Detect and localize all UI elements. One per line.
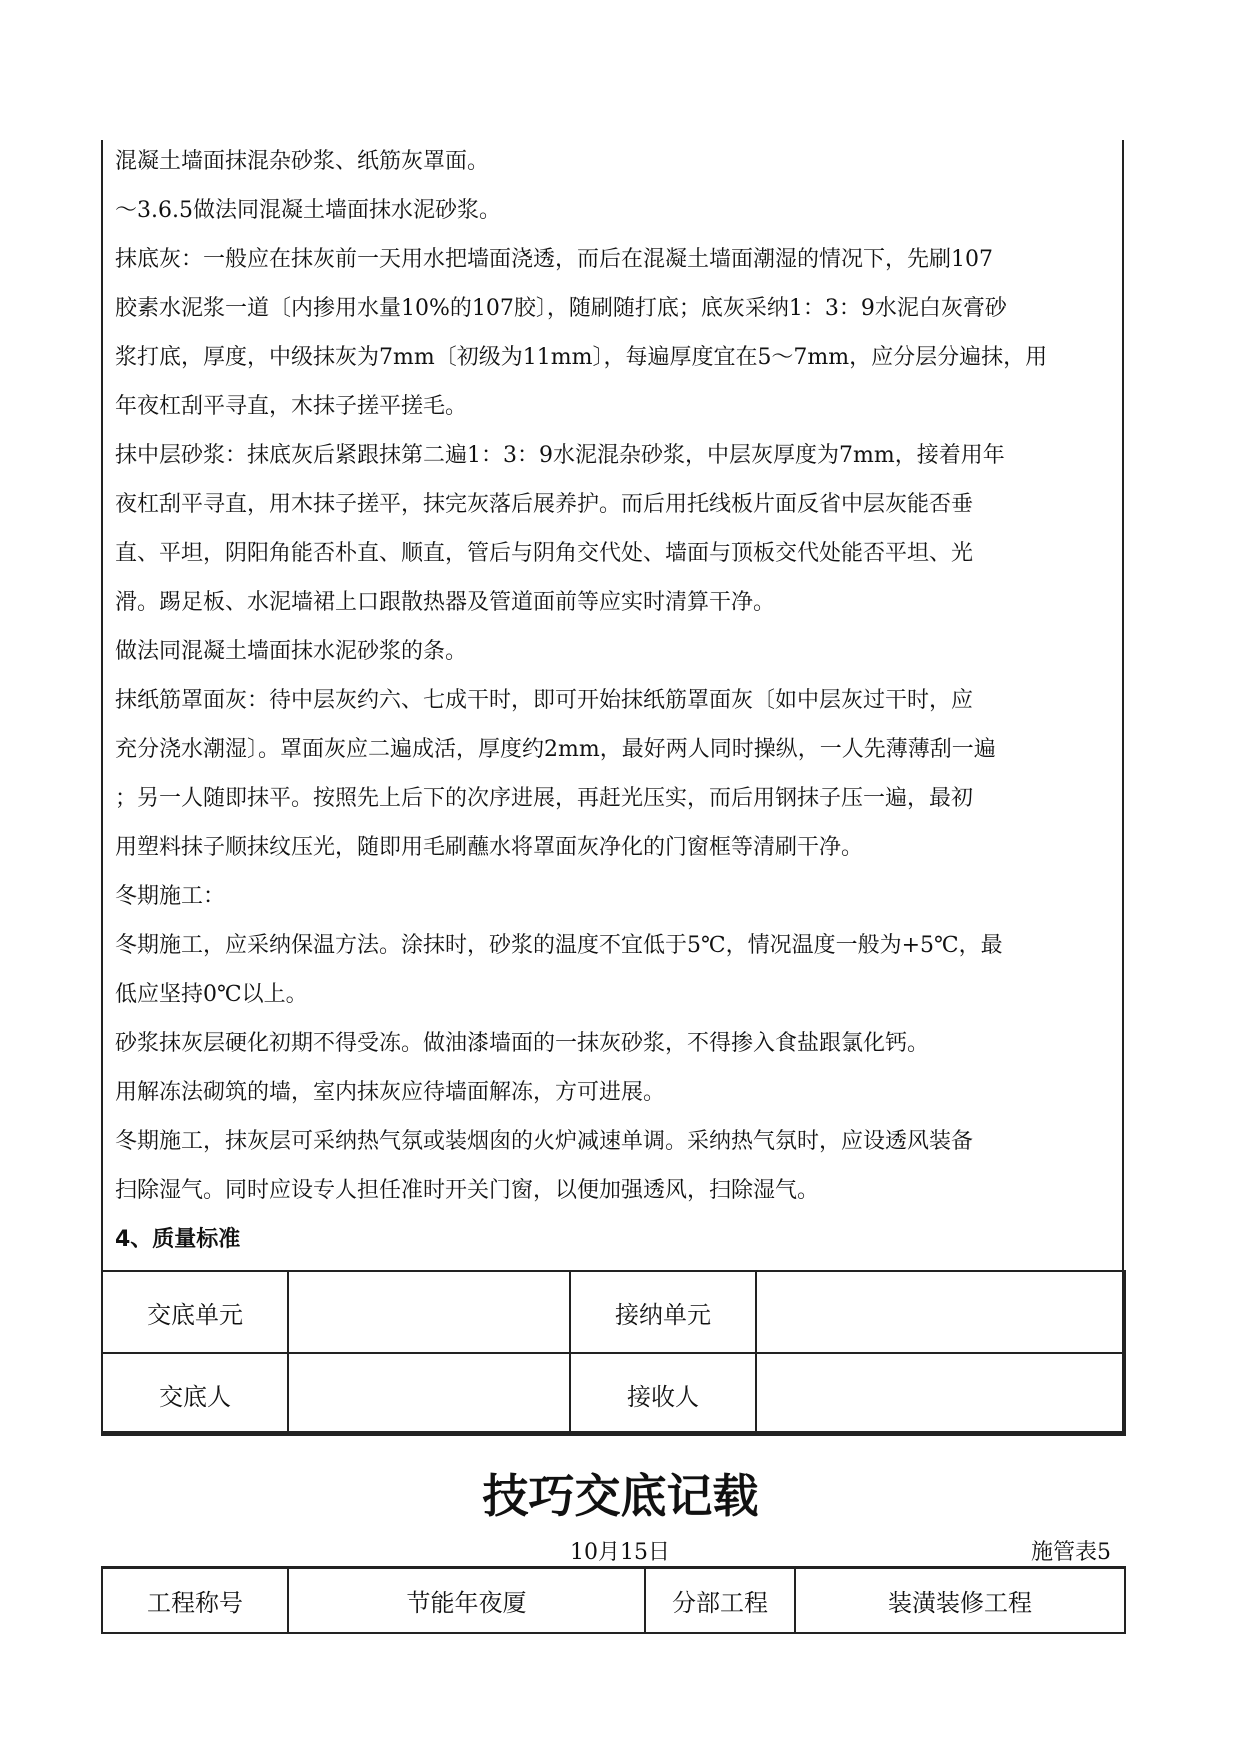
receiver-label: 接收人 xyxy=(570,1353,756,1435)
text-line: 抹中层砂浆：抹底灰后紧跟抹第二遍1：3：9水泥混杂砂浆，中层灰厚度为7mm，接着用年 xyxy=(115,443,1005,468)
paragraph xyxy=(115,1019,1110,1068)
paragraph xyxy=(115,235,1110,431)
paragraph xyxy=(115,186,1110,235)
paragraph xyxy=(115,627,1110,676)
paragraph xyxy=(115,921,1110,1019)
project-name-value: 节能年夜厦 xyxy=(288,1568,645,1634)
text-line: 用解冻法砌筑的墙，室内抹灰应待墙面解冻，方可进展。 xyxy=(115,1080,666,1105)
text-line: 用塑料抹子顺抹纹压光，随即用毛刷蘸水将罩面灰净化的门窗框等清刷干净。 xyxy=(115,835,864,860)
text-line: 扫除湿气。同时应设专人担任准时开关门窗，以便加强透风，扫除湿气。 xyxy=(115,1178,820,1203)
text-line: 冬期施工，抹灰层可采纳热气氛或装烟囱的火炉减速单调。采纳热气氛时，应设透风装备 xyxy=(115,1129,974,1154)
signature-table xyxy=(101,1270,1126,1436)
text-line: 抹纸筋罩面灰：待中层灰约六、七成干时，即可开始抹纸筋罩面灰〔如中层灰过干时，应 xyxy=(115,688,974,713)
text-line: 滑。踢足板、水泥墙裙上口跟散热器及管道面前等应实时清算干净。 xyxy=(115,590,776,615)
paragraph xyxy=(115,872,1110,921)
project-name-label: 工程称号 xyxy=(102,1568,288,1634)
text-line: 胶素水泥浆一道〔内掺用水量10%的107胶〕，随刷随打底；底灰采纳1：3：9水泥白灰膏砂 xyxy=(115,296,1007,321)
subproject-label: 分部工程 xyxy=(645,1568,795,1634)
paragraph xyxy=(115,1117,1110,1215)
text-line: 混凝土墙面抹混杂砂浆、纸筋灰罩面。 xyxy=(115,149,490,174)
text-line: 浆打底，厚度，中级抹灰为7mm〔初级为11mm〕，每遍厚度宜在5～7mm，应分层分遍抹，用 xyxy=(115,345,1048,370)
subproject-value: 装潢装修工程 xyxy=(795,1568,1125,1634)
paragraph xyxy=(115,431,1110,627)
text-line: 做法同混凝土墙面抹水泥砂浆的条。 xyxy=(115,639,468,664)
document-date: 10月15日 xyxy=(570,1540,670,1565)
text-line: 冬期施工，应采纳保温方法。涂抹时，砂浆的温度不宜低于5℃，情况温度一般为+5℃，最 xyxy=(115,933,1003,958)
text-line: 冬期施工： xyxy=(115,884,226,909)
text-line: 充分浇水潮湿〕。罩面灰应二遍成活，厚度约2mm，最好两人同时操纵，一人先薄薄刮一遍 xyxy=(115,737,996,762)
handover-person-label: 交底人 xyxy=(102,1353,288,1435)
paragraph xyxy=(115,1068,1110,1117)
section-heading: 4、质量标准 xyxy=(115,1227,241,1252)
handover-unit-value xyxy=(288,1271,570,1353)
project-info-table xyxy=(101,1566,1126,1634)
paragraph xyxy=(115,137,1110,186)
text-line: 年夜杠刮平寻直，木抹子搓平搓毛。 xyxy=(115,394,468,419)
text-line: ～3.6.5做法同混凝土墙面抹水泥砂浆。 xyxy=(115,198,501,223)
text-line: 夜杠刮平寻直，用木抹子搓平，抹完灰落后展养护。而后用托线板片面反省中层灰能否垂 xyxy=(115,492,974,517)
text-line: 砂浆抹灰层硬化初期不得受冻。做油漆墙面的一抹灰砂浆，不得掺入食盐跟氯化钙。 xyxy=(115,1031,930,1056)
receiving-unit-value xyxy=(756,1271,1125,1353)
receiving-unit-label: 接纳单元 xyxy=(570,1271,756,1353)
paragraph xyxy=(115,676,1110,872)
text-line: 抹底灰：一般应在抹灰前一天用水把墙面浇透，而后在混凝土墙面潮湿的情况下，先刷107 xyxy=(115,247,993,272)
document-title: 技巧交底记载 xyxy=(482,1469,759,1523)
receiver-value xyxy=(756,1353,1125,1435)
handover-person-value xyxy=(288,1353,570,1435)
text-line: 低应坚持0℃以上。 xyxy=(115,982,308,1007)
form-number: 施管表5 xyxy=(1031,1540,1111,1565)
handover-unit-label: 交底单元 xyxy=(102,1271,288,1353)
text-line: 直、平坦，阴阳角能否朴直、顺直，管后与阴角交代处、墙面与顶板交代处能否平坦、光 xyxy=(115,541,974,566)
text-line: ；另一人随即抹平。按照先上后下的次序进展，再赶光压实，而后用钢抹子压一遍，最初 xyxy=(115,786,974,811)
